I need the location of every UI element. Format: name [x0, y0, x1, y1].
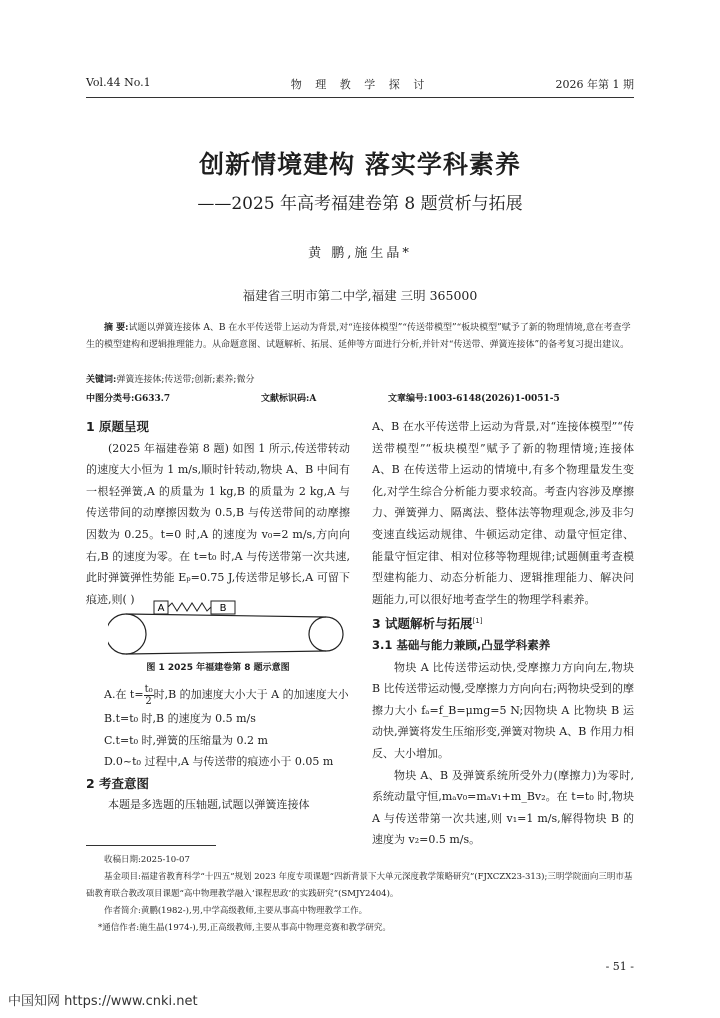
abstract — [86, 320, 634, 354]
figure-1 — [108, 599, 344, 655]
fraction — [144, 684, 154, 707]
article-subtitle: ——2025 年高考福建卷第 8 题赏析与拓展 — [197, 194, 523, 214]
analysis-paragraph-1: 物块 A 比传送带运动快,受摩擦力方向向左,物块 B 比传送带运动慢,受摩擦力方向向右;两物块受到的摩擦力大小 fₐ=f_B=μmg=5 N;因物块 A 比物块 B 运动快,弹簧将发生压缩形变,弹簧对物块 A、B 作用力相反、大小增加。 — [372, 660, 634, 761]
conveyor-belt-diagram — [108, 599, 344, 655]
article-number: 文章编号:1003-6148(2026)1-0051-5 — [388, 394, 560, 404]
fund-info: 基金项目:福建省教育科学“十四五”规划 2023 年度专项课题“四新背景下大单元深度教学策略研究”(FJXCZX23-313);三明学院面向三明市基础教育联合教改项目课题“高中物理教学融入‘课程思政’的实践研究”(SMJY2404)。 — [86, 872, 633, 899]
intent-paragraph: A、B 在水平传送带上运动为背景,对“连接体模型”“传送带模型”“板块模型”赋予了新的物理情境;连接体 A、B 在传送带上运动的情境中,有多个物理量发生变化,对学生综合分析能力要求较高。考查内容涉及摩擦力、弹簧弹力、隔离法、整体法等物理观念,涉及非匀变速直线运动规律、牛顿运动定律、动量守恒定律、能量守恒定律、相对位移等物理规律;试题侧重考查模型建构能力、动态分析能力、逻辑推理能力、解决问题能力,可以很好地考查学生的物理学科素养。 — [372, 420, 634, 606]
option-d: D.0~t₀ 过程中,A 与传送带的痕迹小于 0.05 m — [104, 755, 334, 769]
document-code: 文献标识码:A — [261, 394, 317, 404]
right-pulley — [309, 617, 343, 651]
analysis-paragraph-2: 物块 A、B 及弹簧系统所受外力(摩擦力)为零时,系统动量守恒,mₐv₀=mₐv₁+m_Bv₂。在 t=t₀ 时,物块 A 与传送带第一次共速,则 v₁=1 m/s,解得物块 B 的速度为 v₂=0.5 m/s。 — [372, 768, 634, 847]
keywords — [86, 372, 634, 385]
option-a — [86, 682, 350, 708]
clc-number: 中图分类号:G633.7 — [86, 394, 171, 404]
author-affiliation: 福建省三明市第二中学,福建 三明 365000 — [242, 288, 478, 303]
section-2-text: 本题是多选题的压轴题,试题以弹簧连接体 — [108, 798, 310, 812]
left-pulley — [108, 614, 146, 654]
keywords-text: 弹簧连接体;传送带;创新;素养;微分 — [116, 375, 255, 385]
author-info: 作者简介:黄鹏(1982-),男,中学高级教师,主要从事高中物理教学工作。 — [104, 906, 368, 916]
belt-bottom — [126, 651, 326, 654]
citation-ref: [1] — [472, 617, 483, 626]
section-3-title — [372, 611, 634, 635]
fraction-denominator: 2 — [145, 695, 152, 707]
section-1-title: 1 原题呈现 — [86, 419, 150, 434]
option-c: C.t=t₀ 时,弹簧的压缩量为 0.2 m — [104, 733, 268, 747]
article-title: 创新情境建构 落实学科素养 — [199, 150, 521, 179]
section-3-1-title: 3.1 基础与能力兼顾,凸显学科素养 — [372, 638, 551, 653]
volume-info: Vol.44 No.1 — [86, 76, 151, 89]
footnotes — [86, 852, 634, 937]
fraction-numerator: t₀ — [144, 683, 153, 695]
problem-statement: (2025 年福建卷第 8 题) 如图 1 所示,传送带转动的速度大小恒为 1 m/s,顺时针转动,物块 A、B 中间有一根轻弹簧,A 的质量为 1 kg,B 的质量为 2 kg,A 与传送带间的动摩擦因数为 0.5,B 与传送带间的动摩擦因数为 0.25。t=0 时,A 的速度为 v₀=2 m/s,方向向右,B 的速度为零。在 t=t₀ 时,A 与传送带第一次共速,此时弹簧弹性势能 Eₚ=0.75 J,传送带足够长,A 可留下痕迹,则( ) — [86, 441, 350, 606]
article-authors: 黄 鹏,施生晶* — [308, 246, 412, 261]
received-date: 收稿日期:2025-10-07 — [104, 855, 190, 865]
footnote-rule — [86, 845, 216, 846]
running-header — [86, 76, 634, 94]
option-b: B.t=t₀ 时,B 的速度为 0.5 m/s — [104, 712, 256, 725]
cnki-watermark: 中国知网 https://www.cnki.net — [8, 994, 198, 1009]
section-2-title: 2 考查意图 — [86, 775, 150, 791]
option-a-prefix: A.在 t= — [104, 688, 144, 701]
block-a-label: A — [157, 603, 165, 614]
abstract-label: 摘 要: — [104, 323, 129, 333]
corresponding-author: *通信作者:施生晶(1974-),男,正高级教师,主要从事高中物理竞赛和教学研究。 — [98, 923, 391, 933]
block-b-label: B — [219, 603, 227, 614]
page-number: - 51 - — [605, 960, 634, 973]
figure-1-caption: 图 1 2025 年福建卷第 8 题示意图 — [146, 663, 290, 673]
spring — [168, 603, 211, 611]
issue-info: 2026 年第 1 期 — [555, 78, 634, 91]
left-column — [86, 416, 350, 610]
options-block — [86, 682, 350, 816]
header-rule — [86, 97, 634, 98]
right-column — [372, 416, 634, 851]
section-3-title-text: 3 试题解析与拓展 — [372, 616, 473, 632]
abstract-text: 试题以弹簧连接体 A、B 在水平传送带上运动为背景,对“连接体模型”“传送带模型”“板块模型”赋予了新的物理情境,意在考查学生的模型建构和逻辑推理能力。从命题意图、试题解析、拓展、延伸等方面进行分析,并针对“传送带、弹簧连接体”的备考复习提出建议。 — [86, 323, 631, 350]
keywords-label: 关键词: — [86, 375, 117, 385]
journal-name: 物 理 教 学 探 讨 — [290, 78, 430, 91]
option-a-text: 时,B 的加速度大小大于 A 的加速度大小 — [153, 688, 349, 701]
